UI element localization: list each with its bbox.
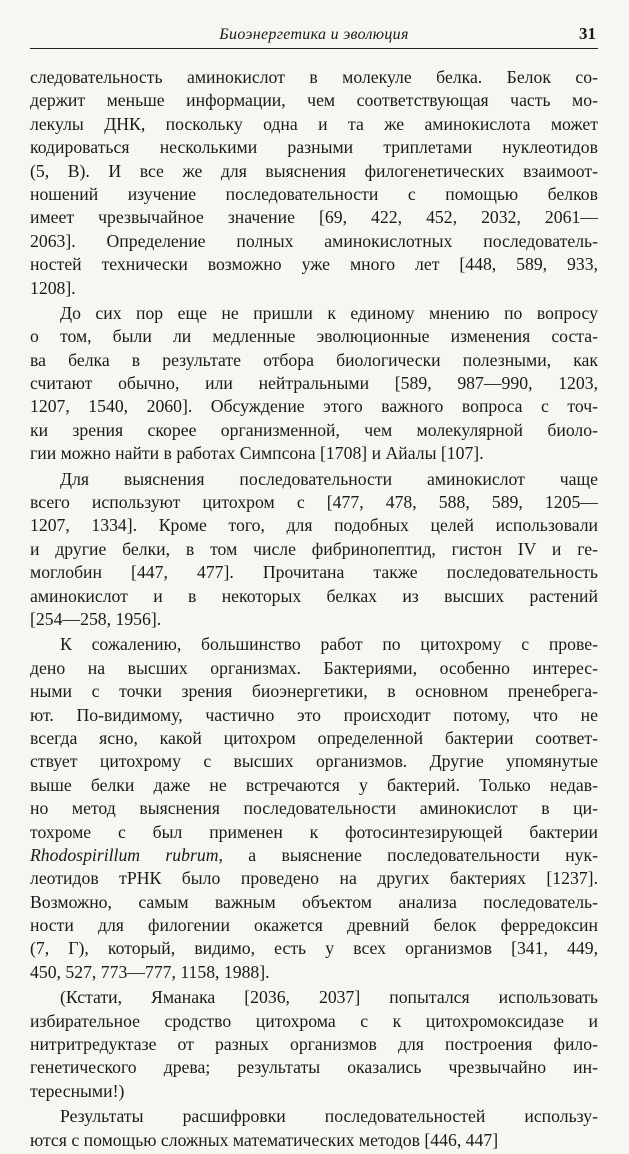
page-number: 31 (579, 24, 596, 43)
text-line: леотидов тРНК было проведено на других бактериях [1237]. (30, 868, 598, 889)
text-line: [254—258, 1956]. (30, 608, 162, 629)
text-line: выше белки даже не встречаются у бактерий. Только недав- (30, 774, 598, 795)
text-line: Для выяснения последовательности аминокислот чаще (60, 468, 598, 489)
text-line: держит меньше информации, чем соответствующая часть мо- (30, 90, 598, 111)
text-line: 1207, 1540, 2060]. Обсуждение этого важного вопроса с точ- (30, 396, 598, 417)
text-line: ются с помощью сложных математических методов [446, 447] (30, 1129, 499, 1150)
text-line: лекулы ДНК, поскольку одна и та же аминокислота может (30, 113, 598, 134)
text-line: ности для филогении окажется древний белок ферредоксин (30, 915, 598, 936)
text-line: следовательность аминокислот в молекуле белка. Белок со- (30, 67, 598, 87)
text-line: аминокислот и в некоторых белках из высших растений (30, 585, 598, 606)
text-line: и другие белки, в том числе фибринопептид, гистон IV и ге- (30, 538, 598, 559)
text-line: имеет чрезвычайное значение [69, 422, 452, 2032, 2061— (30, 207, 598, 228)
text-line: 450, 527, 773—777, 1158, 1988]. (30, 961, 270, 982)
text-line: тохроме c был применен к фотосинтезирующей бактерии (30, 821, 598, 842)
text-line: До сих пор еще не пришли к единому мнению по вопросу (60, 302, 598, 323)
text-line: (5, В). И все же для выяснения филогенетических взаимоот- (30, 160, 598, 181)
paragraph (30, 302, 598, 466)
text-line: (7, Г), который, видимо, есть у всех организмов [341, 449, (30, 938, 598, 959)
text-line: генетического древа; результаты оказались чрезвычайно ин- (30, 1057, 598, 1078)
text-line: о том, были ли медленные эволюционные изменения соста- (30, 326, 598, 347)
text-line: Rhodospirillum rubrum, а выяснение последовательности нук- (30, 844, 598, 865)
text-line: ностей технически возможно уже много лет [448, 589, 933, (30, 254, 598, 275)
text-line: К сожалению, большинство работ по цитохрому c прове- (60, 634, 598, 655)
text-line: 2063]. Определение полных аминокислотных последователь- (30, 230, 598, 251)
text-line: ют. По-видимому, частично это происходит потому, что не (30, 704, 598, 725)
text-line: гии можно найти в работах Симпсона [1708] и Айалы [107]. (30, 443, 484, 464)
text-line: всегда ясно, какой цитохром определенной бактерии соответ- (30, 727, 598, 748)
text-line: 1208]. (30, 277, 76, 298)
text-line: тересными!) (30, 1080, 125, 1101)
text-line: но метод выяснения последовательности аминокислот в ци- (30, 798, 598, 819)
paragraph (30, 986, 598, 1103)
running-header (30, 20, 598, 49)
text-line: 1207, 1334]. Кроме того, для подобных целей использовали (30, 515, 598, 536)
text-line: моглобин [447, 477]. Прочитана также последовательность (30, 562, 598, 583)
text-line: ствует цитохрому c высших организмов. Другие упомянутые (30, 751, 598, 772)
text-line: считают обычно, или нейтральными [589, 987—990, 1203, (30, 373, 598, 394)
paragraph (30, 468, 598, 632)
text-line: всего используют цитохром c [477, 478, 588, 589, 1205— (30, 492, 598, 513)
text-line: Возможно, самым важным объектом анализа последователь- (30, 891, 598, 912)
text-line: Результаты расшифровки последовательностей использу- (60, 1106, 598, 1127)
paragraph (30, 633, 598, 984)
body-text (30, 66, 598, 1154)
text-line: ва белка в результате отбора биологически полезными, как (30, 349, 598, 370)
text-line: ными с точки зрения биоэнергетики, в основном пренебрега- (30, 681, 598, 702)
text-line: нитритредуктазе от разных организмов для построения фило- (30, 1034, 598, 1055)
running-title: Биоэнергетика и эволюция (219, 26, 409, 43)
text-line: избирательное сродство цитохрома c к цитохромоксидазе и (30, 1010, 598, 1031)
text-line: дено на высших организмах. Бактериями, особенно интерес- (30, 657, 598, 678)
paragraph (30, 66, 598, 300)
paragraph (30, 1105, 598, 1152)
text-line: (Кстати, Яманака [2036, 2037] попытался использовать (60, 987, 598, 1008)
text-line: ки зрения скорее организменной, чем молекулярной биоло- (30, 419, 598, 440)
text-line: ношений изучение последовательности с помощью белков (30, 183, 598, 204)
text-line: кодироваться несколькими разными триплетами нуклеотидов (30, 137, 598, 158)
